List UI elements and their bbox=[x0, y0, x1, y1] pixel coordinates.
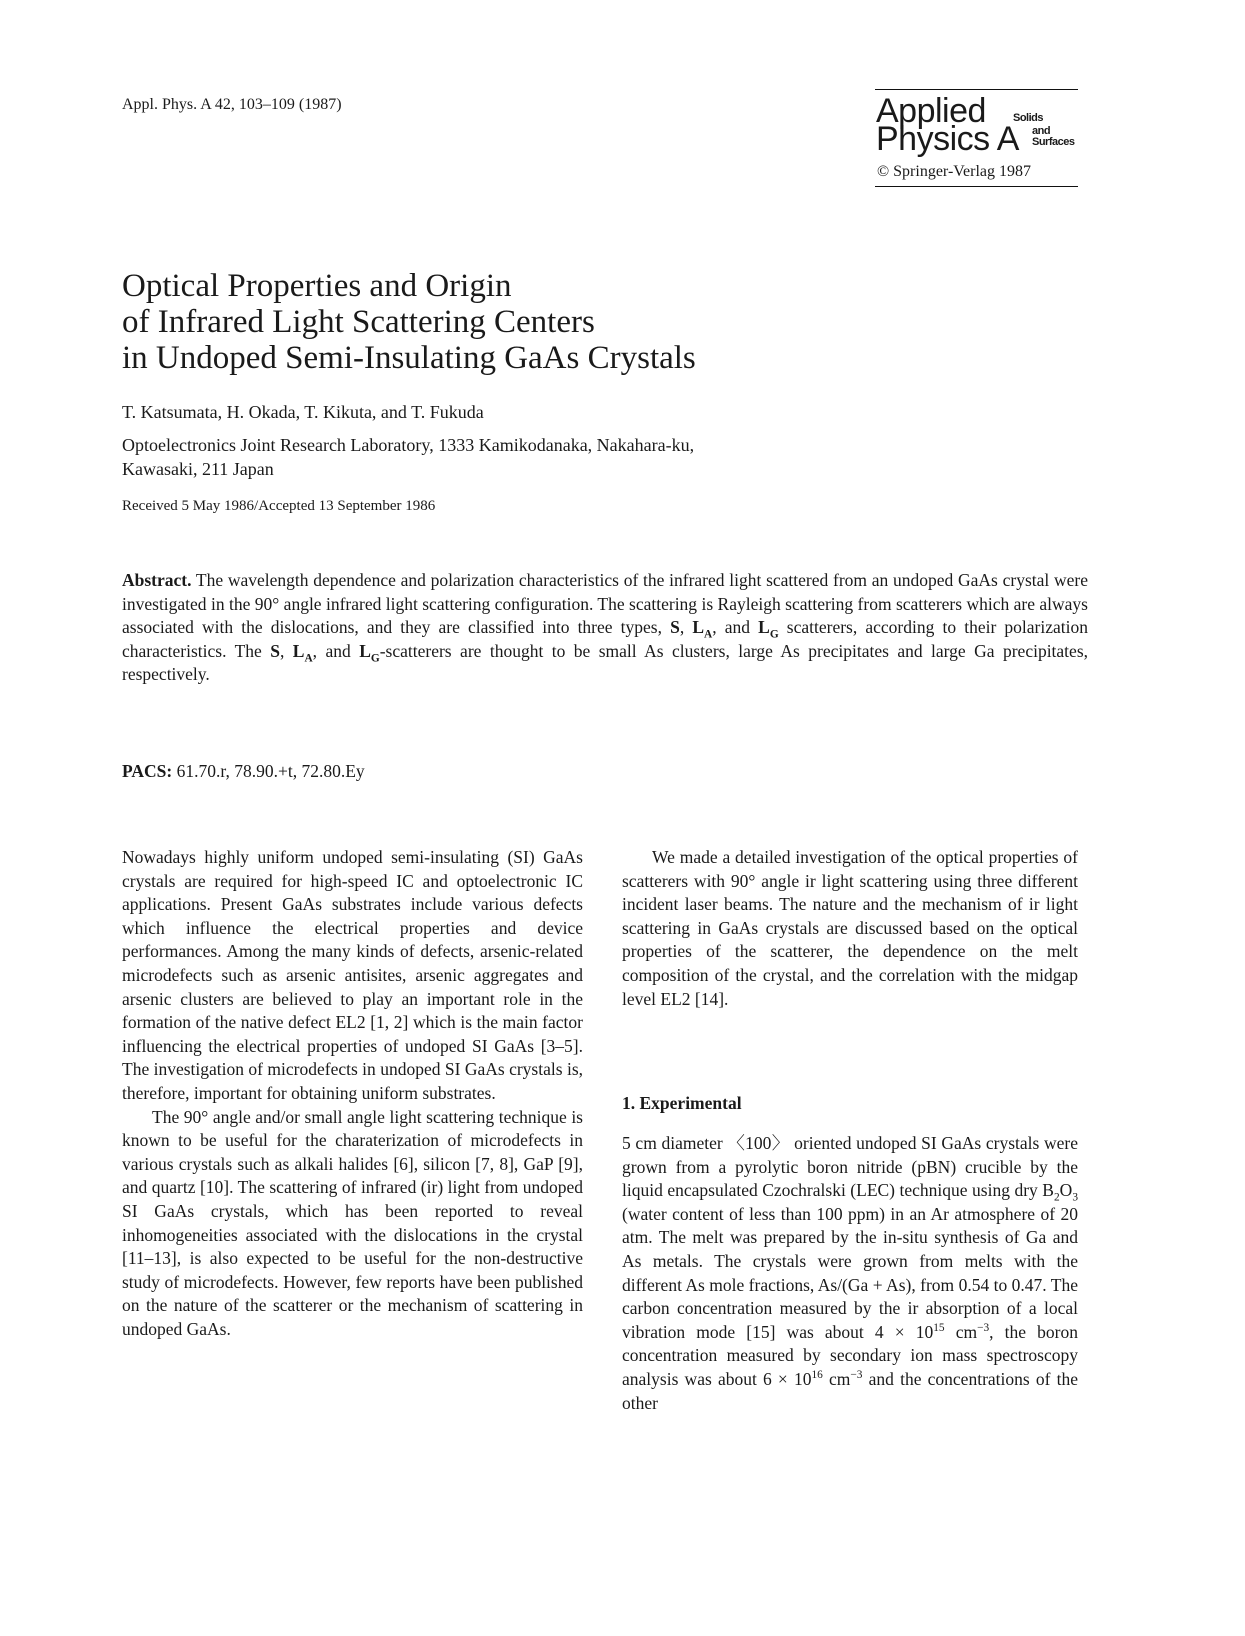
text: (water content of less than 100 ppm) in an Ar atmosphere of 20 atm. The melt was prepared by the in-situ synthesis of Ga and As metals. The crystals were grown from melts with the different As mole fractions, As/(Ga + As), from 0.54 to 0.47. The carbon concentration measured by the ir absorption of a local vibration mode [15] was about 4 × 10 bbox=[622, 1203, 1078, 1342]
symbol-l: L bbox=[359, 640, 371, 661]
symbol-s: S bbox=[670, 617, 680, 637]
logo-and: and bbox=[1032, 125, 1051, 137]
abstract-text: The wavelength dependence and polarization characteristics of the infrared light scattered from an undoped GaAs crystal were investigated in the 90° angle infrared light scattering configuration. The scattering is Rayleigh scattering from scatterers which are always associated with the dislocations, and they are classified into three types, bbox=[122, 570, 1088, 637]
authors: T. Katsumata, H. Okada, T. Kikuta, and T. Fukuda bbox=[122, 402, 484, 422]
abstract-text: , and bbox=[712, 617, 759, 637]
symbol-a-sub: A bbox=[304, 652, 313, 664]
section-heading: 1. Experimental bbox=[622, 1093, 742, 1113]
affiliation bbox=[122, 433, 694, 481]
logo-top-rule bbox=[875, 89, 1078, 90]
affiliation-line-1: Optoelectronics Joint Research Laboratory, 1333 Kamikodanaka, Nakahara-ku, bbox=[122, 435, 695, 455]
superscript: −3 bbox=[850, 1369, 863, 1382]
received-date: Received 5 May 1986/Accepted 13 September 1986 bbox=[122, 498, 436, 514]
abstract-text: scatterers, according to their polarization characteristics. The bbox=[122, 617, 1088, 661]
pacs-value: 61.70.r, 78.90.+t, 72.80.Ey bbox=[172, 761, 365, 781]
journal-citation: Appl. Phys. A 42, 103–109 (1987) bbox=[122, 96, 342, 113]
text: O bbox=[1059, 1180, 1073, 1201]
symbol-l: L bbox=[292, 640, 305, 661]
paragraph: We made a detailed investigation of the optical properties of scatterers with 90° angle ir light scattering using three different incident laser beams. The nature and the mechanism of ir light scattering in GaAs crystals are discussed based on the optical properties of the scatterer, the dependence on the melt composition of the crystal, and the correlation with the midgap level EL2 [14]. bbox=[622, 847, 1078, 1009]
pacs-label: PACS: bbox=[122, 761, 173, 781]
logo-surfaces: Surfaces bbox=[1032, 136, 1075, 148]
logo-applied: Applied bbox=[876, 92, 986, 130]
text: and the concentrations of the other bbox=[622, 1368, 1078, 1413]
text: cm bbox=[822, 1368, 851, 1389]
title-line-2: of Infrared Light Scattering Centers bbox=[122, 304, 595, 340]
abstract-text: -scatterers are thought to be small As clusters, large As precipitates and large Ga precipitates, respectively. bbox=[122, 640, 1089, 684]
experimental-paragraph bbox=[622, 1132, 1078, 1415]
symbol-s: S bbox=[270, 640, 280, 661]
affiliation-line-2: Kawasaki, 211 Japan bbox=[122, 459, 274, 479]
superscript: 15 bbox=[933, 1321, 945, 1334]
logo-physics-a: Physics A bbox=[876, 120, 1019, 158]
superscript: −3 bbox=[977, 1321, 990, 1334]
body-column-right bbox=[622, 846, 1078, 1011]
subscript: 3 bbox=[1072, 1191, 1078, 1204]
symbol-g-sub: G bbox=[769, 628, 779, 641]
paragraph: The 90° angle and/or small angle light scattering technique is known to be useful for the charaterization of microdefects in various crystals such as alkali halides [6], silicon [7, 8], GaP [9], and quartz [10]. The scattering of infrared (ir) light from undoped SI GaAs crystals, which has been reported to reveal inhomogeneities associated with the dislocations in the crystal [11–13], is also expected to be useful for the non-destructive study of microdefects. However, few reports have been published on the nature of the scatterer or the mechanism of scattering in undoped GaAs. bbox=[122, 1106, 583, 1339]
text: 5 cm diameter 〈100〉 oriented undoped SI GaAs crystals were grown from a pyrolytic boron nitride (pBN) crucible by the liquid encapsulated Czochralski (LEC) technique using dry B bbox=[622, 1133, 1078, 1201]
pacs bbox=[122, 761, 365, 782]
paper-title bbox=[122, 268, 696, 376]
abstract-text: , and bbox=[312, 640, 360, 661]
logo-bottom-rule bbox=[875, 186, 1078, 187]
subscript: 2 bbox=[1053, 1191, 1060, 1204]
paragraph: Nowadays highly uniform undoped semi-insulating (SI) GaAs crystals are required for high-speed IC and optoelectronic IC applications. Present GaAs substrates include various defects which influence the electrical properties and device performances. Among the many kinds of defects, arsenic-related microdefects such as arsenic antisites, arsenic aggregates and arsenic clusters are believed to play an important role in the formation of the native defect EL2 [1, 2] which is the main factor influencing the electrical properties of undoped SI GaAs [3–5]. The investigation of microdefects in undoped SI GaAs crystals is, therefore, important for obtaining uniform substrates. bbox=[122, 847, 583, 1103]
symbol-l: L bbox=[692, 617, 705, 637]
text: , the boron concentration measured by secondary ion mass spectroscopy analysis was about 6 × 10 bbox=[622, 1321, 1078, 1389]
abstract-label: Abstract. bbox=[122, 570, 192, 590]
title-line-3: in Undoped Semi-Insulating GaAs Crystals bbox=[122, 340, 696, 376]
superscript: 16 bbox=[811, 1369, 823, 1382]
journal-logo-line2 bbox=[876, 120, 1075, 158]
symbol-g-sub: G bbox=[370, 652, 380, 664]
copyright: © Springer-Verlag 1987 bbox=[877, 163, 1032, 180]
text: cm bbox=[944, 1321, 978, 1342]
symbol-l: L bbox=[758, 617, 770, 637]
abstract-text: , bbox=[679, 617, 693, 637]
body-column-left bbox=[122, 846, 583, 1341]
logo-solids: Solids bbox=[1013, 112, 1044, 124]
title-line-1: Optical Properties and Origin bbox=[122, 268, 512, 304]
symbol-a-sub: A bbox=[704, 628, 713, 641]
abstract bbox=[122, 569, 1088, 687]
abstract-text: , bbox=[279, 640, 293, 661]
